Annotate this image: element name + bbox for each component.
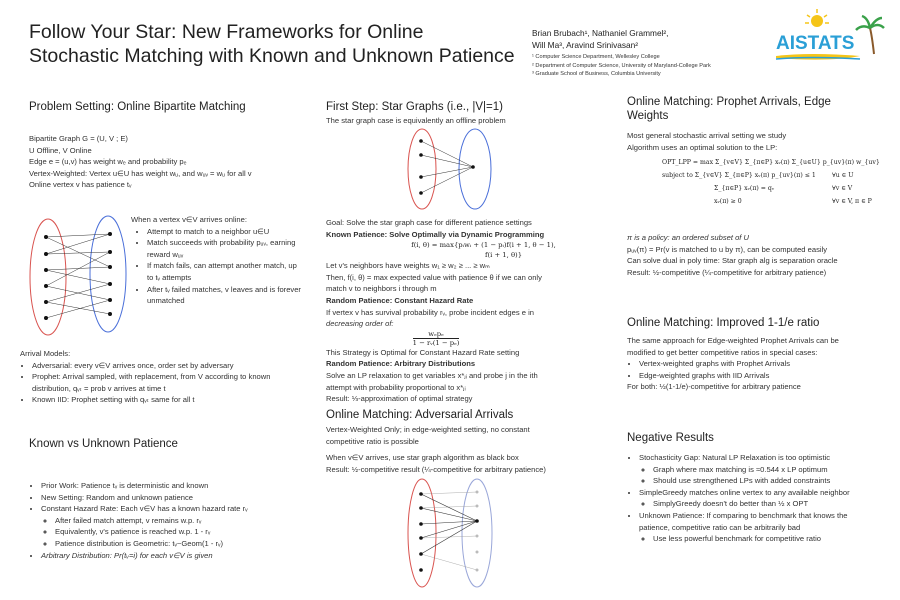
- negative-subitem: ◦ Should use strengthened LPs with added constraints: [653, 475, 892, 487]
- bipartite-graph-diagram: [26, 212, 134, 342]
- model-item: • Adversarial: every v∈V arrives once, order set by adversary: [32, 360, 295, 372]
- patience-heading: Known vs Unknown Patience: [29, 438, 178, 450]
- improved-line-2: modified to get better competitive ratios in special cases:: [627, 347, 818, 357]
- chr-heading: Random Patience: Constant Hazard Rate: [326, 295, 474, 305]
- prophet-details: [627, 232, 887, 278]
- improved-content: [627, 335, 889, 393]
- affiliation-1: ¹ Computer Science Department, Wellesley College: [532, 54, 660, 60]
- problem-line-2: U Offline, V Online: [29, 145, 92, 155]
- poster-title: [29, 20, 515, 68]
- kp-heading: Known Patience: Solve Optimally via Dynamic Programming: [326, 229, 545, 239]
- title-line-2: Stochastic Matching with Known and Unknown Patience: [29, 45, 515, 67]
- arb-heading: Random Patience: Arbitrary Distributions: [326, 359, 476, 369]
- authors-line-1: Brian Brubach¹, Nathaniel Grammel²,: [532, 28, 669, 38]
- sun-icon: [805, 9, 829, 27]
- patience-subitem: ◦ After failed match attempt, v remains w.p. rᵥ: [55, 515, 304, 527]
- improved-line-3: For both: ½(1-1/e)-competitive for arbitrary patience: [627, 382, 801, 392]
- adv-line-2: competitive ratio is possible: [326, 436, 419, 446]
- negative-item: • SimpleGreedy matches online vertex to any available neighbor: [639, 487, 892, 499]
- lp-constraint-1: subject to Σ_{v∈V} Σ_{π∈P} xᵥ(π) p_{uv}(π) ≤ 1 ∀u ∈ U: [662, 172, 854, 179]
- negative-subitem: ◦ SimplyGreedy doesn't do better than ½ x OPT: [653, 498, 892, 510]
- prophet-lp: [662, 156, 892, 208]
- star-intro: The star graph case is equivalently an offline problem: [326, 116, 506, 125]
- chr-frac-den: 1 − rᵥ(1 − pₑ): [412, 338, 460, 347]
- negative-heading: Negative Results: [627, 432, 714, 444]
- problem-definitions: [29, 133, 299, 191]
- prophet-line-5: Can solve dual in poly time: Star graph alg is separation oracle: [627, 256, 838, 266]
- improved-line-1: The same approach for Edge-weighted Prophet Arrivals can be: [627, 336, 839, 345]
- adversarial-heading: Online Matching: Adversarial Arrivals: [326, 409, 514, 421]
- problem-heading: Problem Setting: Online Bipartite Matching: [29, 101, 246, 113]
- chr-fraction: [326, 330, 546, 347]
- lp-constraint-2: Σ_{π∈P} xᵥ(π) = qᵥ ∀v ∈ V: [714, 185, 853, 192]
- negative-item: • Stochasticity Gap: Natural LP Relaxation is too optimistic: [639, 452, 892, 464]
- logo-text: AISTATS: [776, 33, 855, 54]
- patience-subitem: ◦ Patience distribution is Geometric: tᵥ~Geom(1 - rᵥ): [55, 538, 304, 550]
- negative-subitem: ◦ Graph where max matching is ≈0.544 x LP optimum: [653, 464, 892, 476]
- kp-formula-line-1: f(i, θ) = max{pᵢwᵢ + (1 − pᵢ)f(i + 1, θ − 1),: [411, 241, 556, 250]
- arrival-models: [20, 348, 295, 406]
- problem-line-3: Edge e = (u,v) has weight wₑ and probability pₑ: [29, 157, 187, 167]
- arb-line-1: Solve an LP relaxation to get variables x*ⱼᵢ and probe j in the ith: [326, 370, 538, 380]
- patience-item: • Prior Work: Patience tᵥ is deterministic and known: [41, 480, 304, 492]
- adv-line-4: Result: ½-competitive result (¼-competitive for arbitrary patience): [326, 464, 546, 474]
- prophet-line-1: Most general stochastic arrival setting we study: [627, 131, 787, 140]
- prophet-heading-line-1: Online Matching: Prophet Arrivals, Edge: [627, 96, 831, 108]
- negative-subitem: ◦ Use less powerful benchmark for competitive ratio: [653, 533, 892, 545]
- arrive-intro: When a vertex v∈V arrives online:: [131, 215, 247, 224]
- arrive-item: • If match fails, can attempt another match, up to tᵥ attempts: [147, 260, 301, 283]
- chr-line-1: If vertex v has survival probability rᵥ, probe incident edges e in: [326, 307, 534, 317]
- problem-line-4: Vertex-Weighted: Vertex u∈U has weight wᵤ, and wᵤᵥ = wᵤ for all v: [29, 168, 252, 178]
- chr-frac-num: wₑpₑ: [413, 330, 460, 339]
- star-content: [326, 217, 601, 405]
- chr-line-2: decreasing order of:: [326, 319, 394, 329]
- model-item: • Known IID: Prophet setting with qᵥₜ same for all t: [32, 394, 295, 406]
- adv-line-1: Vertex-Weighted Only; in edge-weighted setting, no constant: [326, 425, 530, 434]
- prophet-line-6: Result: ½-competitive (¼-competitive for arbitrary patience): [627, 267, 827, 277]
- models-heading: Arrival Models:: [20, 349, 71, 358]
- prophet-heading: [627, 95, 831, 123]
- authors-block: [532, 27, 711, 79]
- arb-line-2: attempt with probability proportional to x*ⱼᵢ: [326, 382, 466, 392]
- adv-line-3: When v∈V arrives, use star graph algorithm as black box: [326, 453, 519, 463]
- adversarial-content: [326, 424, 601, 475]
- negative-item: • Unknown Patience: If comparing to benchmark that knows the patience, competitive ratio can be arbitrarily bad: [639, 510, 892, 533]
- lp-objective: OPT_LPP = max Σ_{v∈V} Σ_{π∈P} xᵥ(π) Σ_{u∈U} p_{uv}(π) w_{uv}: [662, 159, 880, 166]
- star-heading: First Step: Star Graphs (i.e., |V|=1): [326, 101, 503, 113]
- palm-tree-icon: [856, 16, 884, 54]
- kp-line-3: match v to neighbors i through m: [326, 284, 437, 294]
- improved-item: • Vertex-weighted graphs with Prophet Arrivals: [639, 358, 889, 370]
- affiliation-2: ² Department of Computer Science, University of Maryland-College Park: [532, 62, 711, 69]
- prophet-intro: [627, 130, 887, 153]
- improved-item: • Edge-weighted graphs with IID Arrivals: [639, 370, 889, 382]
- arb-line-3: Result: ⅓-approximation of optimal strategy: [326, 394, 473, 404]
- patience-item: • Constant Hazard Rate: Each v∈V has a known hazard rate rᵥ: [41, 503, 304, 515]
- arrive-item: • Match succeeds with probability pᵤᵥ, earning reward wᵤᵥ: [147, 237, 301, 260]
- chr-line-3: This Strategy is Optimal for Constant Hazard Rate setting: [326, 347, 520, 357]
- arrive-item: • After tᵥ failed matches, v leaves and is forever unmatched: [147, 284, 301, 307]
- prophet-line-3: π is a policy: an ordered subset of U: [627, 233, 750, 242]
- arrival-process: [131, 214, 301, 307]
- kp-formula: [326, 240, 601, 260]
- kp-line-2: Then, f(i, θ) = max expected value with patience θ if we can only: [326, 272, 542, 282]
- patience-item: • New Setting: Random and unknown patience: [41, 492, 304, 504]
- arrive-item: • Attempt to match to a neighbor u∈U: [147, 226, 301, 238]
- kp-line-1: Let v's neighbors have weights w₁ ≥ w₂ ≥ ... ≥ wₘ: [326, 261, 490, 271]
- patience-item: • Arbitrary Distribution: Pr(tᵥ=i) for each v∈V is given: [41, 550, 304, 562]
- model-item: • Prophet: Arrival sampled, with replacement, from V according to known distribution, qᵥₜ = prob v arrives at time t: [32, 371, 295, 394]
- problem-line-5: Online vertex v has patience tᵥ: [29, 180, 132, 190]
- authors-line-2: Will Ma³, Aravind Srinivasan²: [532, 40, 639, 50]
- patience-subitem: ◦ Equivalently, v's patience is reached w.p. 1 - rᵥ: [55, 526, 304, 538]
- aistats-logo: [770, 6, 890, 66]
- affiliation-3: ³ Graduate School of Business, Columbia University: [532, 71, 661, 77]
- problem-line-1: Bipartite Graph G = (U, V ; E): [29, 134, 128, 143]
- prophet-line-4: pᵤᵥ(π) = Pr(v is matched to u by π), can be computed easily: [627, 244, 828, 254]
- patience-list: [29, 480, 304, 561]
- star-graph-diagram: [405, 127, 495, 212]
- title-line-1: Follow Your Star: New Frameworks for Online: [29, 21, 424, 43]
- lp-constraint-3: xᵥ(π) ≥ 0 ∀v ∈ V, π ∈ P: [714, 198, 872, 205]
- negative-content: [627, 452, 892, 545]
- star-goal: Goal: Solve the star graph case for different patience settings: [326, 218, 532, 227]
- adversarial-graph-diagram: [405, 476, 495, 591]
- prophet-line-2: Algorithm uses an optimal solution to the LP:: [627, 142, 778, 152]
- kp-formula-line-2: f(i + 1, θ)}: [484, 251, 523, 260]
- improved-heading: Online Matching: Improved 1-1/e ratio: [627, 317, 820, 329]
- prophet-heading-line-2: Weights: [627, 110, 669, 122]
